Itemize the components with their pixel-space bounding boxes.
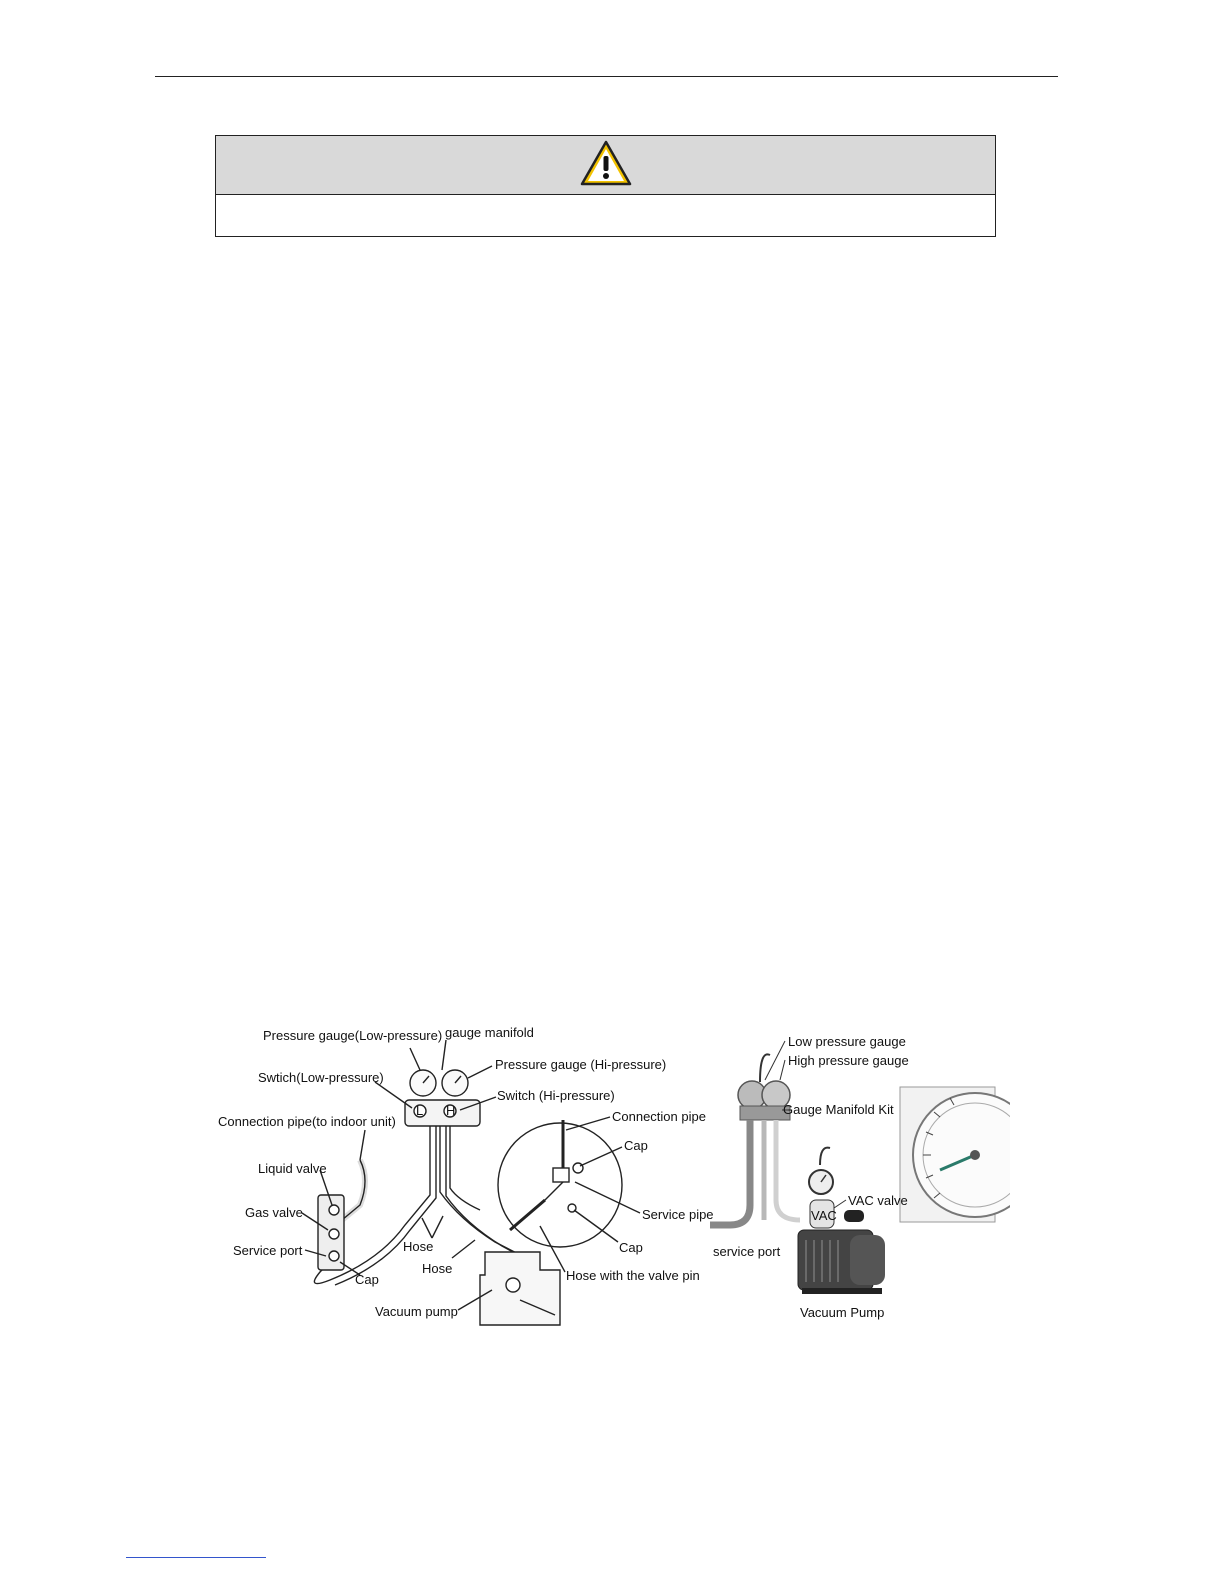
label-pressure-gauge-hi: Pressure gauge (Hi-pressure): [495, 1057, 667, 1072]
label-hose-valve-pin: Hose with the valve pin: [566, 1268, 700, 1283]
label-switch-hi: Switch (Hi-pressure): [497, 1088, 615, 1103]
label-vac: VAC: [811, 1208, 837, 1223]
label-connection-pipe: Connection pipe: [612, 1109, 706, 1124]
label-cap-2: Cap: [619, 1240, 643, 1255]
label-gauge-H: H: [446, 1103, 456, 1118]
label-service-pipe: Service pipe: [642, 1207, 714, 1222]
label-high-pressure-gauge: High pressure gauge: [788, 1053, 909, 1068]
label-low-pressure-gauge: Low pressure gauge: [788, 1034, 906, 1049]
label-pressure-gauge-low: Pressure gauge(Low-pressure): [263, 1028, 443, 1043]
label-connection-pipe-indoor: Connection pipe(to indoor unit): [218, 1114, 396, 1129]
vacuum-procedure-figures: [210, 1020, 1010, 1340]
warning-header: [216, 136, 995, 195]
label-cap-bottom: Cap: [355, 1272, 379, 1287]
vacuum-diagrams: [210, 1020, 1010, 1340]
label-gas-valve: Gas valve: [245, 1205, 303, 1220]
label-vac-valve: VAC valve: [848, 1193, 908, 1208]
warning-body: [216, 195, 995, 238]
label-switch-low: Swtich(Low-pressure): [258, 1070, 384, 1085]
label-vacuum-pump-left: Vacuum pump: [375, 1304, 458, 1319]
label-liquid-valve: Liquid valve: [258, 1161, 327, 1176]
vac-valve-handle: [844, 1210, 864, 1222]
label-gauge-manifold: gauge manifold: [445, 1025, 534, 1040]
label-service-port-right: service port: [713, 1244, 781, 1259]
warning-triangle-icon: [579, 139, 633, 192]
header-rule: [155, 76, 1058, 77]
warning-box: [215, 135, 996, 237]
label-cap-1: Cap: [624, 1138, 648, 1153]
label-hose-1: Hose: [403, 1239, 434, 1254]
label-gauge-manifold-kit: Gauge Manifold Kit: [783, 1102, 894, 1117]
label-service-port-left: Service port: [233, 1243, 303, 1258]
label-hose-2: Hose: [422, 1261, 453, 1276]
label-gauge-L: L: [416, 1103, 424, 1118]
footer-link-underline[interactable]: [126, 1557, 266, 1558]
label-vacuum-pump-right: Vacuum Pump: [800, 1305, 885, 1320]
vacuum-pump-shape: [480, 1252, 560, 1325]
